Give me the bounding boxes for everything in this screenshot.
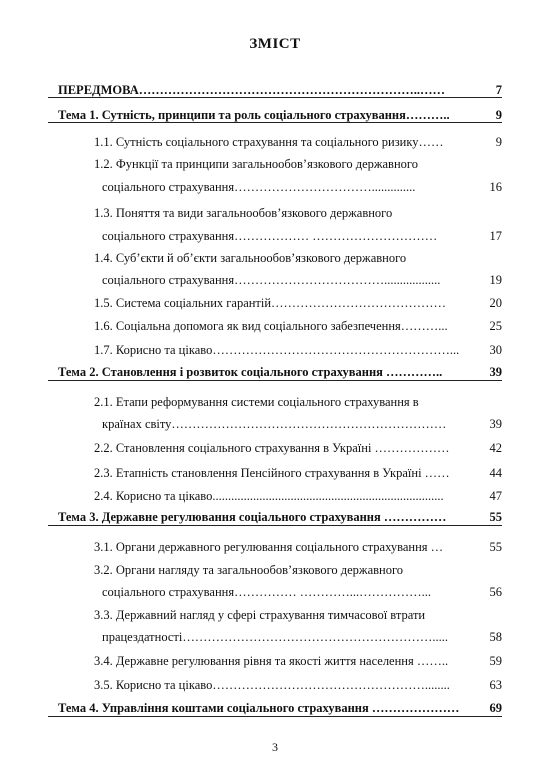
toc-page-number: 42: [489, 441, 502, 455]
toc-page-number: 55: [489, 510, 502, 524]
toc-section-row: [94, 394, 502, 410]
toc-entry-text: 3.1. Органи державного регулювання соціального страхування …: [94, 540, 444, 554]
divider: [48, 525, 502, 526]
toc-section-row: [94, 607, 502, 623]
toc-page-number: 59: [489, 654, 502, 668]
toc-entry-text: 2.1. Етапи реформування системи соціального страхування в: [94, 395, 419, 409]
toc-entry-text: 1.1. Сутність соціального страхування та соціального ризику……: [94, 135, 444, 149]
toc-section-row: [102, 584, 502, 600]
toc-entry-text: Тема 1. Сутність, принципи та роль соціального страхування………..: [58, 108, 450, 122]
toc-entry-text: ПЕРЕДМОВА…………………………………………………………..……: [58, 83, 445, 97]
toc-section-row: [94, 440, 502, 456]
toc-entry-text: 3.5. Корисно та цікаво……………………………………………........: [94, 678, 450, 692]
toc-section-row: [102, 272, 502, 288]
toc-entry-text: Тема 2. Становлення і розвиток соціального страхування …………..: [58, 365, 443, 379]
toc-page-number: 56: [489, 585, 502, 599]
toc-section-row: [94, 318, 502, 334]
toc-entry-text: 3.3. Державний нагляд у сфері страхування тимчасової втрати: [94, 608, 426, 622]
toc-entry-text: 3.4. Державне регулювання рівня та якості життя населення ……..: [94, 654, 449, 668]
toc-entry-text: 2.3. Етапність становлення Пенсійного страхування в Україні ……: [94, 466, 450, 480]
toc-entry-text: країнах світу…………………………………………………………: [102, 417, 447, 431]
toc-entry-text: соціального страхування……………… …………………………: [102, 229, 438, 243]
divider: [48, 716, 502, 717]
toc-page-number: 9: [495, 135, 502, 149]
toc-entry-text: 1.3. Поняття та види загальнообов’язкового державного: [94, 206, 393, 220]
toc-page-number: 25: [489, 319, 502, 333]
toc-page-number: 55: [489, 540, 502, 554]
toc-page-number: 39: [489, 365, 502, 379]
toc-section-row: [102, 179, 502, 195]
toc-section-row: [94, 205, 502, 221]
toc-page-number: 63: [489, 678, 502, 692]
divider: [48, 380, 502, 381]
toc-section-row: [102, 416, 502, 432]
toc-entry-text: Тема 4. Управління коштами соціального страхування …………………: [58, 701, 460, 715]
toc-section-row: [94, 562, 502, 578]
toc-topic-row: [58, 700, 502, 716]
toc-page-number: 39: [489, 417, 502, 431]
page-title: ЗМІСТ: [249, 36, 301, 52]
toc-topic-row: [58, 82, 502, 98]
toc-entry-text: соціального страхування………………………………..................: [102, 273, 441, 287]
toc-page-number: 69: [489, 701, 502, 715]
toc-topic-row: [58, 509, 502, 525]
toc-entry-text: 3.2. Органи нагляду та загальнообов’язкового державного: [94, 563, 404, 577]
page-number: 3: [272, 740, 278, 754]
toc-entry-text: 1.7. Корисно та цікаво…………………………………………………...: [94, 343, 460, 357]
toc-entry-text: 1.6. Соціальна допомога як вид соціального забезпечення………...: [94, 319, 448, 333]
toc-entry-text: працездатності…………………………………………………….....: [102, 630, 448, 644]
toc-section-row: [102, 228, 502, 244]
toc-section-row: [94, 539, 502, 555]
toc-section-row: [94, 156, 502, 172]
toc-entry-text: Тема 3. Державне регулювання соціального страхування ……………: [58, 510, 447, 524]
toc-section-row: [94, 250, 502, 266]
toc-section-row: [94, 295, 502, 311]
toc-entry-text: соціального страхування……………………………..............: [102, 180, 416, 194]
toc-page-number: 20: [489, 296, 502, 310]
toc-page-number: 16: [489, 180, 502, 194]
toc-page-number: 17: [489, 229, 502, 243]
toc-page-number: 9: [495, 108, 502, 122]
toc-entry-text: соціального страхування…………… …………...……………...: [102, 585, 431, 599]
toc-page-number: 7: [495, 83, 502, 97]
toc-page-number: 47: [489, 489, 502, 503]
toc-entry-text: 2.2. Становлення соціального страхування в Україні ………………: [94, 441, 450, 455]
toc-topic-row: [58, 364, 502, 380]
toc-section-row: [102, 629, 502, 645]
toc-entry-text: 2.4. Корисно та цікаво..........................................................................: [94, 489, 444, 503]
toc-section-row: [94, 465, 502, 481]
divider: [48, 122, 502, 123]
toc-topic-row: [58, 107, 502, 123]
toc-section-row: [94, 488, 502, 504]
toc-page-number: 58: [489, 630, 502, 644]
toc-section-row: [94, 342, 502, 358]
toc-page-number: 44: [489, 466, 502, 480]
toc-entry-text: 1.5. Система соціальних гарантій……………………………………: [94, 296, 447, 310]
toc-page-number: 30: [489, 343, 502, 357]
divider: [48, 97, 502, 98]
toc-section-row: [94, 677, 502, 693]
toc-section-row: [94, 134, 502, 150]
toc-page-number: 19: [489, 273, 502, 287]
toc-entry-text: 1.4. Суб’єкти й об’єкти загальнообов’язкового державного: [94, 251, 407, 265]
toc-entry-text: 1.2. Функції та принципи загальнообов’язкового державного: [94, 157, 418, 171]
toc-section-row: [94, 653, 502, 669]
